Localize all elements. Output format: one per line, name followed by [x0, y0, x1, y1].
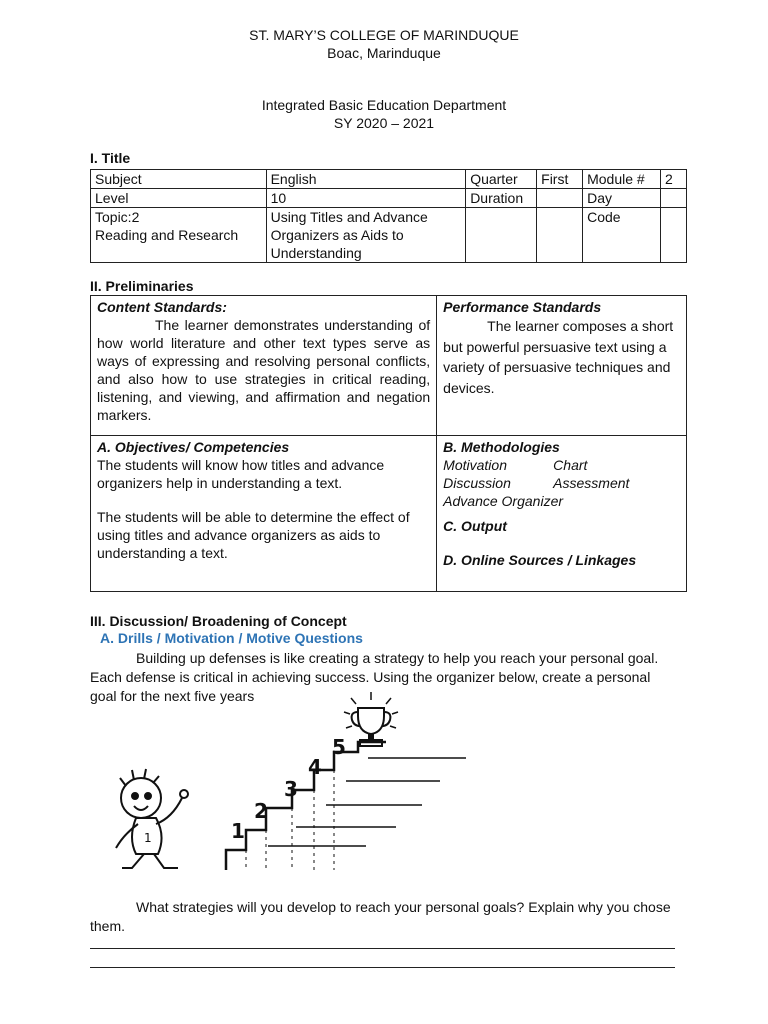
- step-number: 3: [284, 777, 298, 801]
- methods-row-1: [443, 456, 680, 474]
- performance-standards-cell: [437, 296, 687, 436]
- content-standards-label: Content Standards:: [97, 299, 227, 315]
- level-label: Level: [91, 189, 267, 208]
- preliminaries-table: [90, 295, 687, 592]
- code-label: Code: [583, 208, 661, 263]
- methods-row-2: [443, 474, 680, 492]
- objectives-label: A. Objectives/ Competencies: [97, 439, 290, 455]
- department-name: Integrated Basic Education Department: [261, 97, 507, 113]
- answer-line[interactable]: [90, 967, 675, 968]
- title-section-heading: I. Title: [90, 150, 131, 166]
- method-item: Chart: [553, 457, 588, 473]
- content-standards-cell: [91, 296, 437, 436]
- topic-line-3: Understanding: [270, 245, 362, 261]
- module-label: Module #: [583, 170, 661, 189]
- school-year: SY 2020 – 2021: [333, 115, 435, 131]
- title-table: [90, 169, 687, 263]
- objective-2: The students will be able to determine the effect of using titles and advance organizers as aids to understanding a text.: [97, 509, 410, 561]
- module-value: 2: [661, 170, 687, 189]
- quarter-label: Quarter: [466, 170, 537, 189]
- output-label: C. Output: [443, 518, 507, 534]
- school-name: ST. MARY’S COLLEGE OF MARINDUQUE: [249, 27, 519, 43]
- online-sources-label: D. Online Sources / Linkages: [443, 552, 637, 568]
- topic-number: Topic:2: [95, 209, 140, 225]
- level-value: 10: [266, 189, 466, 208]
- quarter-value: First: [537, 170, 583, 189]
- climbing-kid-icon: [116, 769, 188, 868]
- step-number: 4: [308, 755, 322, 779]
- methodologies-cell: [437, 436, 687, 592]
- subject-label: Subject: [91, 170, 267, 189]
- discussion-paragraph: Building up defenses is like creating a strategy to help you reach your personal goal. Each defense is critical in achieving success. Using the organizer below, create a personal goal for the next five years: [90, 650, 659, 704]
- method-item: Discussion: [443, 475, 511, 491]
- school-location: Boac, Marinduque: [327, 45, 441, 61]
- day-value: [661, 189, 687, 208]
- trophy-icon: [344, 692, 398, 746]
- stairs-outline: [226, 742, 386, 870]
- empty-cell: [537, 208, 583, 263]
- performance-standards-label: Performance Standards: [443, 299, 602, 315]
- performance-standards-text: The learner composes a short but powerful persuasive text using a variety of persuasive techniques and devices.: [443, 318, 674, 396]
- method-item: Advance Organizer: [443, 493, 564, 509]
- answer-line[interactable]: [90, 948, 675, 949]
- topic-label: [91, 208, 267, 263]
- table-row: [91, 208, 687, 263]
- step-number: 2: [254, 799, 268, 823]
- code-value: [661, 208, 687, 263]
- objective-1: The students will know how titles and advance organizers help in understanding a text.: [97, 457, 385, 491]
- duration-label: Duration: [466, 189, 537, 208]
- discussion-heading: III. Discussion/ Broadening of Concept: [90, 613, 347, 629]
- table-row: [91, 189, 687, 208]
- topic-line-2: Organizers as Aids to: [270, 227, 404, 243]
- goal-staircase-illustration: [96, 690, 496, 885]
- step-number: 5: [332, 735, 346, 759]
- method-item: Motivation: [443, 457, 507, 473]
- drills-subheading: A. Drills / Motivation / Motive Questions: [100, 630, 363, 646]
- step-number: 1: [231, 819, 245, 843]
- method-item: Assessment: [553, 475, 630, 491]
- subject-value: English: [266, 170, 466, 189]
- svg-text:1: 1: [144, 831, 152, 845]
- strategy-question: What strategies will you develop to reach your personal goals? Explain why you chose them.: [90, 899, 671, 934]
- table-row: [91, 170, 687, 189]
- preliminaries-heading: II. Preliminaries: [90, 278, 194, 294]
- objectives-cell: [91, 436, 437, 592]
- topic-value: [266, 208, 466, 263]
- table-row: [91, 296, 687, 436]
- empty-cell: [466, 208, 537, 263]
- duration-value: [537, 189, 583, 208]
- topic-line-1: Using Titles and Advance: [270, 209, 428, 225]
- day-label: Day: [583, 189, 661, 208]
- content-standards-text: The learner demonstrates understanding of how world literature and other text types serve as ways of expressing and resolving personal conflicts, and also how to use strategies in critical reading, listening, and viewing, and affirmation and negation markers.: [97, 317, 431, 423]
- table-row: [91, 436, 687, 592]
- topic-category: Reading and Research: [95, 227, 239, 243]
- methodologies-label: B. Methodologies: [443, 439, 560, 455]
